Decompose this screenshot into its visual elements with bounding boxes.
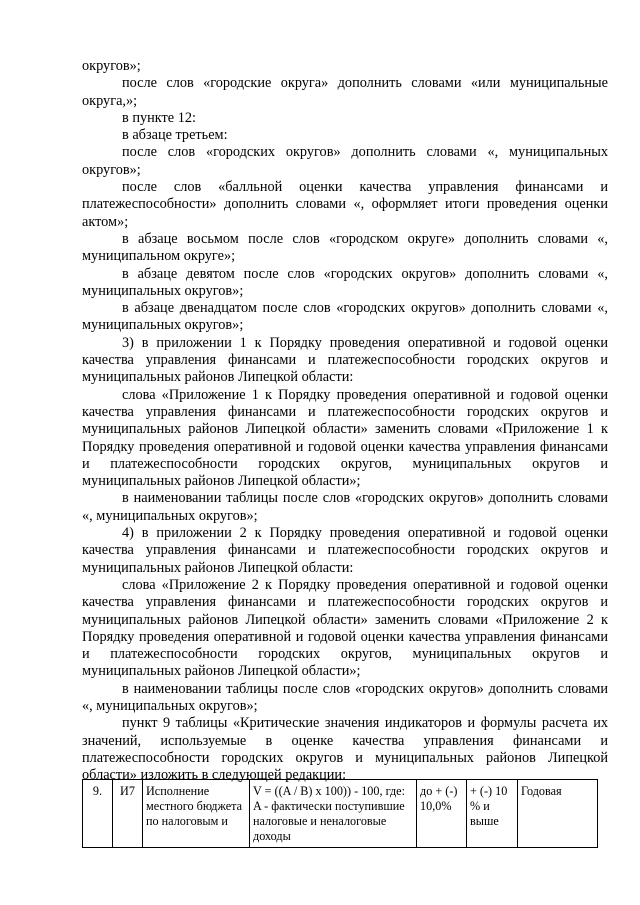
cell-formula xyxy=(250,780,417,848)
paragraph: слова «Приложение 1 к Порядку проведения оперативной и годовой оценки качества управления финансами и платежеспособности городских округов и муниципальных районов Липецкой области» заменить словами «Приложение 1 к Порядку проведения оперативной и годовой оценки качества управления финансами и платежеспособности городских округов, муниципальных округов и муниципальных районов Липецкой области»; xyxy=(82,386,608,490)
paragraph: после слов «городские округа» дополнить словами «или муниципальные округа,»; xyxy=(82,75,608,109)
indicator-table xyxy=(82,779,597,848)
paragraph: в абзаце третьем: xyxy=(122,127,228,144)
paragraph: слова «Приложение 2 к Порядку проведения оперативной и годовой оценки качества управления финансами и платежеспособности городских округов и муниципальных районов Липецкой области» заменить словами «Приложение 2 к Порядку проведения оперативной и годовой оценки качества управления финансами и платежеспособности городских округов, муниципальных округов и муниципальных районов Липецкой области»; xyxy=(82,576,608,680)
cell-range-normal: до + (-) 10,0% xyxy=(417,780,467,848)
document-body xyxy=(82,58,608,784)
paragraph: после слов «балльной оценки качества управления финансами и платежеспособности» дополнить словами «, оформляет итоги проведения оценки актом»; xyxy=(82,179,608,230)
table-row xyxy=(83,780,598,848)
paragraph: в абзаце двенадцатом после слов «городских округов» дополнить словами «, муниципальных округов»; xyxy=(82,300,608,334)
paragraph: 4) в приложении 2 к Порядку проведения оперативной и годовой оценки качества управления финансами и платежеспособности городских округов и муниципальных районов Липецкой области: xyxy=(82,525,608,576)
paragraph: в абзаце восьмом после слов «городском округе» дополнить словами «, муниципальном округе»; xyxy=(82,230,608,265)
paragraph: в наименовании таблицы после слов «городских округов» дополнить словами «, муниципальных округов»; xyxy=(82,680,608,714)
cell-number: 9. xyxy=(83,780,113,848)
paragraph: в пункте 12: xyxy=(122,109,196,126)
paragraph: 3) в приложении 1 к Порядку проведения оперативной и годовой оценки качества управления финансами и платежеспособности городских округов и муниципальных районов Липецкой области: xyxy=(82,334,608,386)
paragraph: в абзаце девятом после слов «городских округов» дополнить словами «, муниципальных округов»; xyxy=(82,265,608,299)
cell-code: И7 xyxy=(113,780,143,848)
cell-range-critical: + (-) 10 % и выше xyxy=(467,780,518,848)
paragraph: округов»; xyxy=(82,58,141,74)
paragraph: пункт 9 таблицы «Критические значения индикаторов и формулы расчета их значений, используемые в оценке качества управления финансами и платежеспособности городских округов и муниципальных районов Липецкой области» изложить в следующей редакции: xyxy=(82,715,608,784)
formula-description: A - фактически поступившие налоговые и неналоговые доходы xyxy=(253,799,405,843)
paragraph: после слов «городских округов» дополнить словами «, муниципальных округов»; xyxy=(82,144,608,178)
cell-indicator-name: Исполнение местного бюджета по налоговым и xyxy=(143,780,250,848)
paragraph: в наименовании таблицы после слов «городских округов» дополнить словами «, муниципальных округов»; xyxy=(82,490,608,524)
cell-period: Годовая xyxy=(518,780,598,848)
formula-line: V = ((A / B) x 100)) - 100, где: xyxy=(253,784,405,798)
